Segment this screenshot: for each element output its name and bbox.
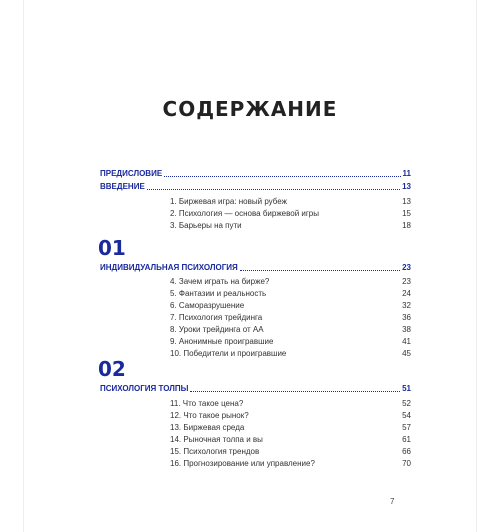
toc-subentry-label: 15. Психология трендов bbox=[170, 447, 260, 456]
toc-entry-label: ПРЕДИСЛОВИЕ bbox=[100, 169, 163, 178]
dot-leader bbox=[147, 188, 400, 190]
toc-subentry-label: 1. Биржевая игра: новый рубеж bbox=[170, 197, 287, 206]
toc-subentry-page: 15 bbox=[402, 209, 411, 218]
dot-leader bbox=[190, 390, 400, 392]
toc-subentry-page: 23 bbox=[402, 277, 411, 286]
toc-subentry-label: 13. Биржевая среда bbox=[170, 423, 245, 432]
toc-subentry bbox=[170, 196, 411, 208]
toc-subentry-page: 66 bbox=[402, 447, 411, 456]
toc-subentry bbox=[170, 336, 411, 348]
toc-entry-label: ВВЕДЕНИЕ bbox=[100, 182, 145, 191]
toc-subentry bbox=[170, 300, 411, 312]
toc-subentry-label: 3. Барьеры на пути bbox=[170, 221, 242, 230]
toc-subentry-page: 36 bbox=[402, 313, 411, 322]
toc-subentry bbox=[170, 276, 411, 288]
toc-entry-page: 23 bbox=[402, 263, 411, 272]
toc-subentry bbox=[170, 288, 411, 300]
toc-subentry-page: 24 bbox=[402, 289, 411, 298]
toc-subentry-page: 70 bbox=[402, 459, 411, 468]
toc-entry-page: 11 bbox=[402, 169, 411, 178]
toc-subentry-label: 4. Зачем играть на бирже? bbox=[170, 277, 270, 286]
toc-subentry bbox=[170, 312, 411, 324]
page-number: 7 bbox=[390, 497, 395, 506]
toc-subentry bbox=[170, 446, 411, 458]
toc-subentry bbox=[170, 348, 411, 360]
toc-subentry bbox=[170, 220, 411, 232]
toc-section-heading bbox=[100, 382, 411, 394]
toc-subentry-label: 9. Анонимные проигравшие bbox=[170, 337, 274, 346]
toc-subentry-label: 16. Прогнозирование или управление? bbox=[170, 459, 315, 468]
toc-subentry-page: 52 bbox=[402, 399, 411, 408]
toc-subentry-page: 38 bbox=[402, 325, 411, 334]
dot-leader bbox=[240, 269, 400, 271]
toc-subentry-label: 14. Рыночная толпа и вы bbox=[170, 435, 263, 444]
toc-subentry-page: 54 bbox=[402, 411, 411, 420]
toc-entry-preface bbox=[100, 167, 411, 179]
toc-subentry-label: 6. Саморазрушение bbox=[170, 301, 245, 310]
toc-entry-page: 13 bbox=[402, 182, 411, 191]
toc-subentry-label: 10. Победители и проигравшие bbox=[170, 349, 287, 358]
toc-subentry bbox=[170, 422, 411, 434]
toc-entry-page: 51 bbox=[402, 384, 411, 393]
toc-subentry bbox=[170, 398, 411, 410]
toc-subentry bbox=[170, 324, 411, 336]
toc-subentry bbox=[170, 434, 411, 446]
toc-subentry bbox=[170, 410, 411, 422]
toc-subentry bbox=[170, 208, 411, 220]
toc-entry-label: ИНДИВИДУАЛЬНАЯ ПСИХОЛОГИЯ bbox=[100, 263, 238, 272]
toc-subentry-page: 61 bbox=[402, 435, 411, 444]
toc-subentry bbox=[170, 458, 411, 470]
dot-leader bbox=[164, 175, 400, 177]
toc-subentry-page: 13 bbox=[402, 197, 411, 206]
toc-subentry-label: 8. Уроки трейдинга от АА bbox=[170, 325, 264, 334]
page-title: СОДЕРЖАНИЕ bbox=[162, 97, 338, 121]
book-page bbox=[24, 0, 476, 532]
toc-subentry-label: 5. Фантазии и реальность bbox=[170, 289, 267, 298]
toc-entry-introduction bbox=[100, 180, 411, 192]
toc-subentry-label: 12. Что такое рынок? bbox=[170, 411, 249, 420]
toc-entry-label: ПСИХОЛОГИЯ ТОЛПЫ bbox=[100, 384, 189, 393]
toc-subentry-label: 11. Что такое цена? bbox=[170, 399, 244, 408]
toc-subentry-page: 18 bbox=[402, 221, 411, 230]
toc-subentry-label: 2. Психология — основа биржевой игры bbox=[170, 209, 320, 218]
section-number: 01 bbox=[98, 236, 126, 260]
toc-section-heading bbox=[100, 261, 411, 273]
toc-subentry-page: 32 bbox=[402, 301, 411, 310]
section-number: 02 bbox=[98, 357, 126, 381]
toc-subentry-page: 41 bbox=[402, 337, 411, 346]
toc-subentry-page: 45 bbox=[402, 349, 411, 358]
toc-subentry-label: 7. Психология трейдинга bbox=[170, 313, 263, 322]
toc-subentry-page: 57 bbox=[402, 423, 411, 432]
